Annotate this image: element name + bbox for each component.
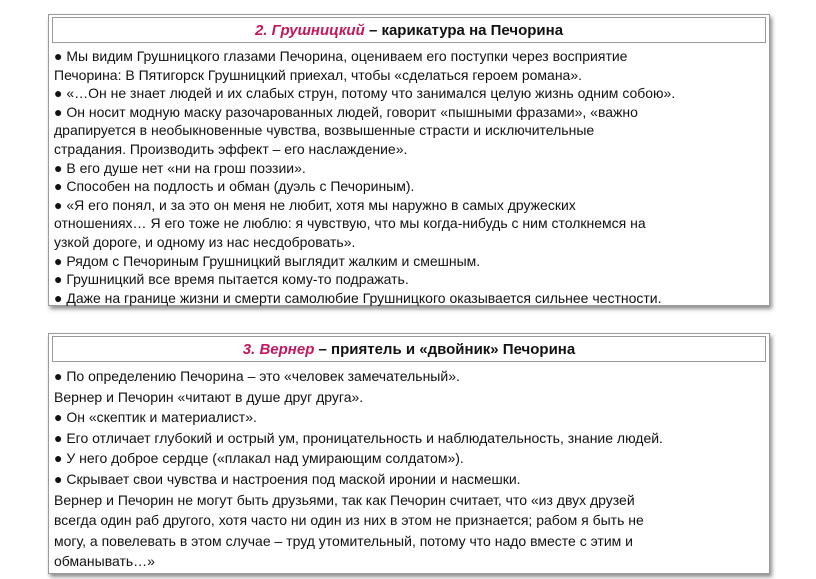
text-line: ● Рядом с Печориным Грушницкий выглядит жалким и смешным. [54,252,481,269]
text-line: обманывать…» [54,553,155,570]
text-line: узкой дороге, и одному из нас несдобровать». [54,233,356,250]
character-name: Вернер [259,341,315,358]
text-line: ● Он носит модную маску разочарованных людей, говорит «пышными фразами», «важно [54,103,638,120]
character-name: Грушницкий [271,22,365,39]
card-body [52,47,766,307]
text-line: отношениях… Я его тоже не люблю: я чувствую, что мы когда-нибудь с ним столкнемся на [54,215,646,232]
card-header [52,17,766,43]
text-line: ● Его отличает глубокий и острый ум, проницательность и наблюдательность, знание людей. [54,429,663,446]
text-line: ● Грушницкий все время пытается кому-то подражать. [54,271,409,288]
card-body [52,366,766,572]
character-number: 3. [242,341,256,358]
card-header [52,336,766,362]
text-line: всегда один раб другого, хотя часто ни один из них в этом не признается; рабом я быть не [54,512,644,529]
text-line: Вернер и Печорин «читают в душе друг друга». [54,388,364,405]
text-line: ● Даже на границе жизни и смерти самолюбие Грушницкого оказывается сильнее честности. [54,289,662,306]
text-line: Печорина: В Пятигорск Грушницкий приехал, чтобы «сделаться героем романа». [54,66,583,83]
text-line: ● «Я его понял, и за это он меня не любит, хотя мы наружно в самых дружеских [54,196,576,213]
text-line: драпируется в необыкновенные чувства, возвышенные страсти и исключительные [54,122,595,139]
character-number: 2. [254,22,268,39]
text-line: ● Способен на подлость и обман (дуэль с Печориным). [54,178,415,195]
werner-card [48,333,770,574]
text-line: Вернер и Печорин не могут быть друзьями, так как Печорин считает, что «из двух друзей [54,491,635,508]
text-line: ● Он «скептик и материалист». [54,409,257,426]
grushnitsky-card [48,14,770,306]
text-line: могу, а повелевать в этом случае – труд утомительный, потому что надо вместе с этим и [54,532,633,549]
text-line: ● По определению Печорина – это «человек замечательный». [54,368,460,384]
card-subtitle: – карикатура на Печорина [368,22,564,39]
text-line: ● «…Он не знает людей и их слабых струн, потому что занимался целую жизнь одним собою». [54,85,676,102]
card-subtitle: – приятель и «двойник» Печорина [318,341,576,358]
text-line: ● Мы видим Грушницкого глазами Печорина, оцениваем его поступки через восприятие [54,48,628,64]
text-line: ● Скрывает свои чувства и настроения под маской иронии и насмешки. [54,470,521,487]
text-line: ● У него доброе сердце («плакал над умирающим солдатом»). [54,450,464,467]
text-line: страдания. Производить эффект – его наслаждение». [54,140,408,157]
text-line: ● В его душе нет «ни на грош поэзии». [54,159,306,176]
